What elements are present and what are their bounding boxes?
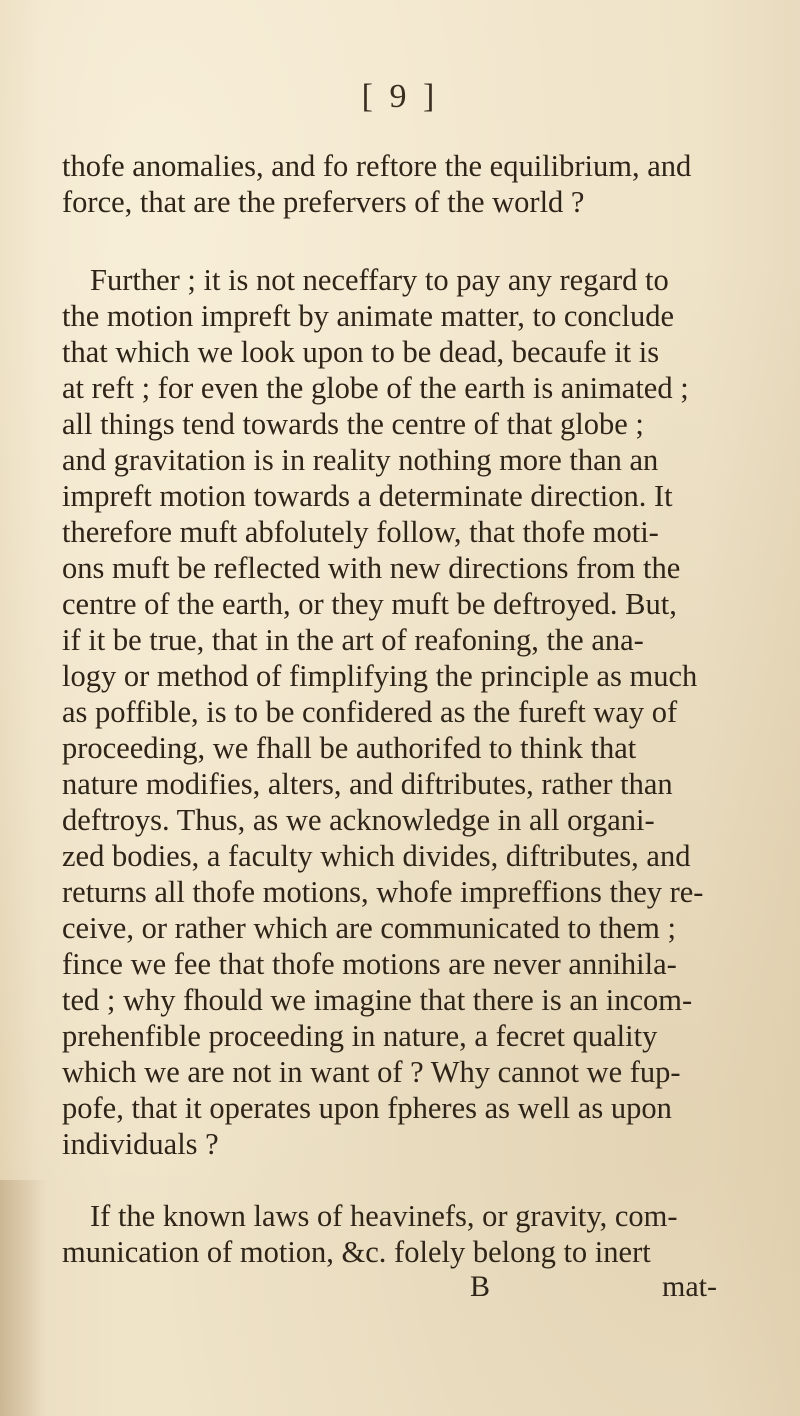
text-line: logy or method of fimplifying the principle as much (62, 659, 698, 693)
catchword: mat- (662, 1270, 717, 1303)
text-line: prehenfible proceeding in nature, a fecret quality (62, 1019, 658, 1053)
text-line: which we are not in want of ? Why cannot we fup- (62, 1055, 681, 1089)
text-line: impreft motion towards a determinate direction. It (62, 479, 673, 513)
text-line: ted ; why fhould we imagine that there is an incom- (62, 983, 693, 1017)
text-line: zed bodies, a faculty which divides, diftributes, and (62, 839, 691, 873)
text-line: as poffible, is to be confidered as the fureft way of (62, 695, 678, 729)
text-line: therefore muft abfolutely follow, that thofe moti- (62, 515, 659, 549)
text-line: Further ; it is not neceffary to pay any regard to (90, 263, 669, 297)
text-line: force, that are the prefervers of the world ? (62, 185, 585, 219)
text-line: nature modifies, alters, and diftributes, rather than (62, 767, 673, 801)
text-line: If the known laws of heavinefs, or gravity, com- (90, 1199, 678, 1233)
text-line: that which we look upon to be dead, becaufe it is (62, 335, 660, 369)
text-line: munication of motion, &c. folely belong to inert (62, 1235, 651, 1269)
text-line: the motion impreft by animate matter, to conclude (62, 299, 674, 333)
text-line: at reft ; for even the globe of the earth is animated ; (62, 371, 689, 405)
text-line: centre of the earth, or they muft be deftroyed. But, (62, 587, 677, 621)
text-line: ons muft be reflected with new directions from the (62, 551, 681, 585)
page-number: [ 9 ] (361, 78, 439, 115)
page-edge-shadow (0, 1180, 48, 1416)
text-line: returns all thofe motions, whofe impreffions they re- (62, 875, 704, 909)
signature-mark: B (470, 1270, 491, 1303)
text-line: deftroys. Thus, as we acknowledge in all organi- (62, 803, 655, 837)
text-line: pofe, that it operates upon fpheres as well as upon (62, 1091, 672, 1125)
text-line: if it be true, that in the art of reafoning, the ana- (62, 623, 644, 657)
text-line: thofe anomalies, and fo reftore the equilibrium, and (62, 149, 692, 183)
text-line: all things tend towards the centre of that globe ; (62, 407, 644, 441)
text-line: and gravitation is in reality nothing more than an (62, 443, 659, 477)
text-line: individuals ? (62, 1127, 219, 1161)
text-line: proceeding, we fhall be authorifed to think that (62, 731, 637, 765)
text-line: fince we fee that thofe motions are never annihila- (62, 947, 677, 981)
text-line: ceive, or rather which are communicated to them ; (62, 911, 676, 945)
